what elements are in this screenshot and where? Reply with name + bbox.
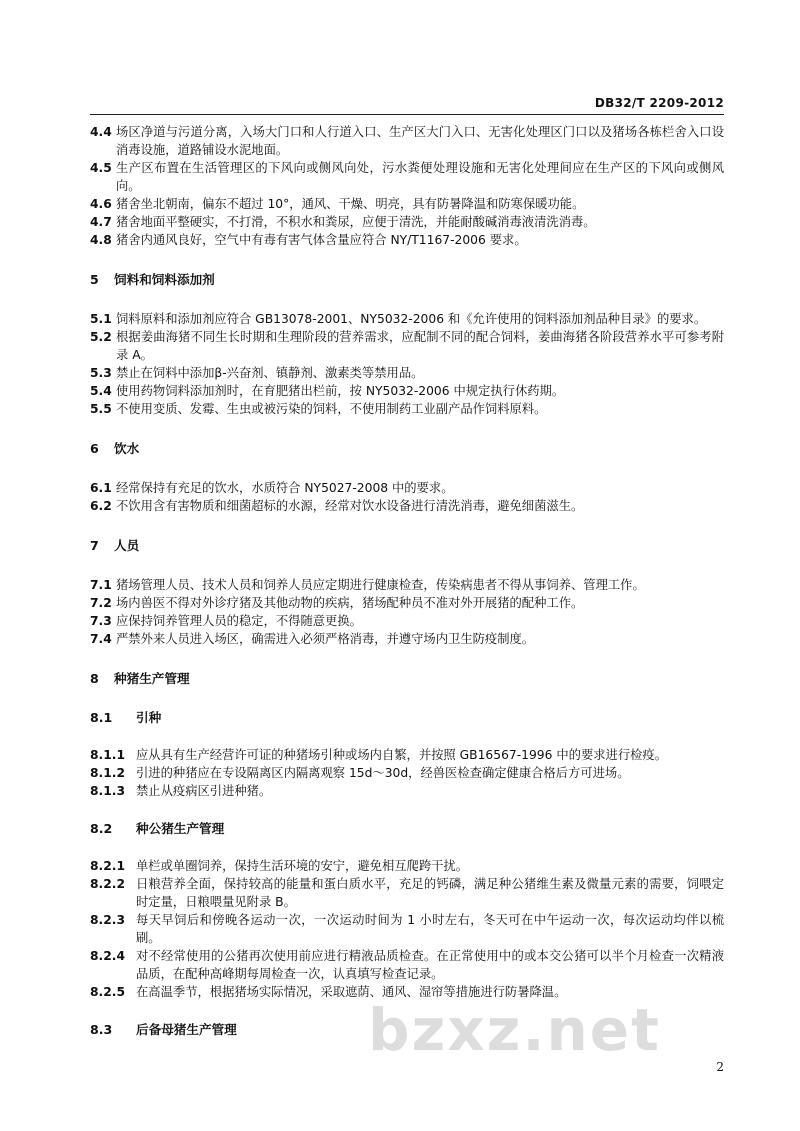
- clause-text: 猪舍坐北朝南，偏东不超过 10°，通风、干燥、明亮，具有防暑降温和防寒保暖功能。: [116, 197, 585, 211]
- clause-number: 5.3: [90, 366, 112, 380]
- clause-item: [90, 576, 724, 594]
- clause-number: 5.4: [90, 384, 112, 398]
- clause-item: [90, 213, 724, 231]
- clause-text: 每天早饲后和傍晚各运动一次，一次运动时间为 1 小时左右，冬天可在中午运动一次，每次运动均伴以梳刷。: [136, 913, 724, 945]
- clause-item: [90, 310, 724, 328]
- heading-text: 人员: [114, 538, 140, 553]
- clause-number: 8.1.3: [90, 784, 126, 798]
- clause-item: [90, 630, 724, 648]
- document-body: [90, 123, 724, 1058]
- heading-number: 6: [90, 441, 99, 456]
- clause-text: 在高温季节，根据猪场实际情况，采取遮荫、通风、湿帘等措施进行防暑降温。: [136, 985, 567, 999]
- heading-number: 8: [90, 671, 99, 686]
- clause-number: 7.4: [90, 632, 112, 646]
- page-number: 2: [716, 1060, 724, 1074]
- clause-text: 不饮用含有害物质和细菌超标的水源，经常对饮水设备进行清洗消毒，避免细菌滋生。: [116, 499, 584, 513]
- clause-number: 4.7: [90, 215, 112, 229]
- clause-text: 猪舍内通风良好，空气中有毒有害气体含量应符合 NY/T1167-2006 要求。: [116, 233, 527, 247]
- clause-number: 5.5: [90, 402, 112, 416]
- clause-number: 4.5: [90, 161, 112, 175]
- heading-number: 5: [90, 272, 99, 287]
- clause-item: [90, 497, 724, 515]
- watermark: bzxz.net: [368, 996, 661, 1064]
- document-code: DB32/T 2209-2012: [594, 96, 724, 110]
- heading-number: 8.3: [90, 1022, 113, 1037]
- subsection-heading: [90, 709, 724, 727]
- clause-number: 4.8: [90, 233, 112, 247]
- clause-item: [90, 857, 724, 875]
- clause-number: 4.6: [90, 197, 112, 211]
- clause-item: [90, 364, 724, 382]
- clause-text: 根据姜曲海猪不同生长时期和生理阶段的营养需求，应配制不同的配合饲料，姜曲海猪各阶段营养水平可参考附录 A。: [116, 330, 724, 362]
- clause-text: 单栏或单圈饲养，保持生活环境的安宁，避免相互爬跨干扰。: [136, 859, 469, 873]
- clause-item: [90, 746, 724, 764]
- clause-item: [90, 947, 724, 983]
- clause-number: 8.2.5: [90, 985, 126, 999]
- section-heading: [90, 537, 724, 555]
- clause-item: [90, 594, 724, 612]
- clause-number: 6.1: [90, 481, 112, 495]
- clause-item: [90, 782, 724, 800]
- clause-text: 应保持饲养管理人员的稳定，不得随意更换。: [116, 614, 362, 628]
- clause-number: 8.2.4: [90, 949, 126, 963]
- clause-text: 猪舍地面平整硬实，不打滑，不积水和粪尿，应便于清洗，并能耐酸碱消毒液清洗消毒。: [116, 215, 596, 229]
- heading-number: 8.2: [90, 821, 113, 836]
- clause-item: [90, 123, 724, 159]
- clause-item: [90, 328, 724, 364]
- clause-number: 4.4: [90, 125, 112, 139]
- clause-number: 8.2.1: [90, 859, 126, 873]
- section-heading: [90, 271, 724, 289]
- clause-text: 禁止在饲料中添加β-兴奋剂、镇静剂、激素类等禁用品。: [116, 366, 424, 380]
- clause-item: [90, 911, 724, 947]
- heading-text: 饲料和饲料添加剂: [114, 272, 215, 287]
- clause-text: 不使用变质、发霉、生虫或被污染的饲料，不使用制药工业副产品作饲料原料。: [116, 402, 547, 416]
- clause-item: [90, 764, 724, 782]
- clause-number: 7.3: [90, 614, 112, 628]
- heading-text: 饮水: [114, 441, 140, 456]
- clause-text: 经常保持有充足的饮水，水质符合 NY5027-2008 中的要求。: [116, 481, 454, 495]
- clause-number: 8.1.1: [90, 748, 126, 762]
- clause-number: 5.1: [90, 312, 112, 326]
- clause-text: 场区净道与污道分离，入场大门口和人行道入口、生产区大门入口、无害化处理区门口以及猪场各栋栏舍入口设消毒设施，道路铺设水泥地面。: [116, 125, 724, 157]
- heading-text: 种猪生产管理: [114, 671, 190, 686]
- section-heading: [90, 440, 724, 458]
- clause-number: 7.2: [90, 596, 112, 610]
- clause-number: 6.2: [90, 499, 112, 513]
- clause-text: 禁止从疫病区引进种猪。: [136, 784, 272, 798]
- heading-text: 种公猪生产管理: [136, 821, 225, 836]
- clause-text: 日粮营养全面，保持较高的能量和蛋白质水平，充足的钙磷，满足种公猪维生素及微量元素的需要，饲喂定时定量，日粮喂量见附录 B。: [136, 877, 724, 909]
- clause-number: 7.1: [90, 578, 112, 592]
- section-heading: [90, 670, 724, 688]
- clause-text: 使用药物饲料添加剂时，在育肥猪出栏前，按 NY5032-2006 中规定执行休药期。: [116, 384, 565, 398]
- clause-text: 对不经常使用的公猪再次使用前应进行精液品质检查。在正常使用中的或本交公猪可以半个月检查一次精液品质，在配种高峰期每周检查一次，认真填写检查记录。: [136, 949, 724, 981]
- heading-number: 7: [90, 538, 99, 553]
- clause-item: [90, 612, 724, 630]
- clause-text: 饲料原料和添加剂应符合 GB13078-2001、NY5032-2006 和《允许使用的饲料添加剂品种目录》的要求。: [116, 312, 707, 326]
- clause-text: 场内兽医不得对外诊疗猪及其他动物的疾病，猪场配种员不准对外开展猪的配种工作。: [116, 596, 584, 610]
- clause-item: [90, 231, 724, 249]
- heading-text: 后备母猪生产管理: [136, 1022, 237, 1037]
- clause-number: 8.2.3: [90, 913, 126, 927]
- clause-item: [90, 159, 724, 195]
- clause-text: 应从具有生产经营许可证的种猪场引种或场内自繁，并按照 GB16567-1996 中的要求进行检疫。: [136, 748, 668, 762]
- clause-item: [90, 195, 724, 213]
- clause-item: [90, 400, 724, 418]
- clause-number: 5.2: [90, 330, 112, 344]
- header-rule: [90, 114, 724, 115]
- subsection-heading: [90, 820, 724, 838]
- clause-text: 猪场管理人员、技术人员和饲养人员应定期进行健康检查，传染病患者不得从事饲养、管理工作。: [116, 578, 645, 592]
- heading-number: 8.1: [90, 710, 113, 725]
- clause-text: 引进的种猪应在专设隔离区内隔离观察 15d～30d，经兽医检查确定健康合格后方可进场。: [136, 766, 630, 780]
- clause-text: 生产区布置在生活管理区的下风向或侧风向处，污水粪便处理设施和无害化处理间应在生产区的下风向或侧风向。: [116, 161, 724, 193]
- clause-item: [90, 875, 724, 911]
- clause-number: 8.2.2: [90, 877, 126, 891]
- clause-item: [90, 382, 724, 400]
- heading-text: 引种: [136, 710, 162, 725]
- clause-text: 严禁外来人员进入场区，确需进入必须严格消毒，并遵守场内卫生防疫制度。: [116, 632, 535, 646]
- clause-number: 8.1.2: [90, 766, 126, 780]
- clause-item: [90, 479, 724, 497]
